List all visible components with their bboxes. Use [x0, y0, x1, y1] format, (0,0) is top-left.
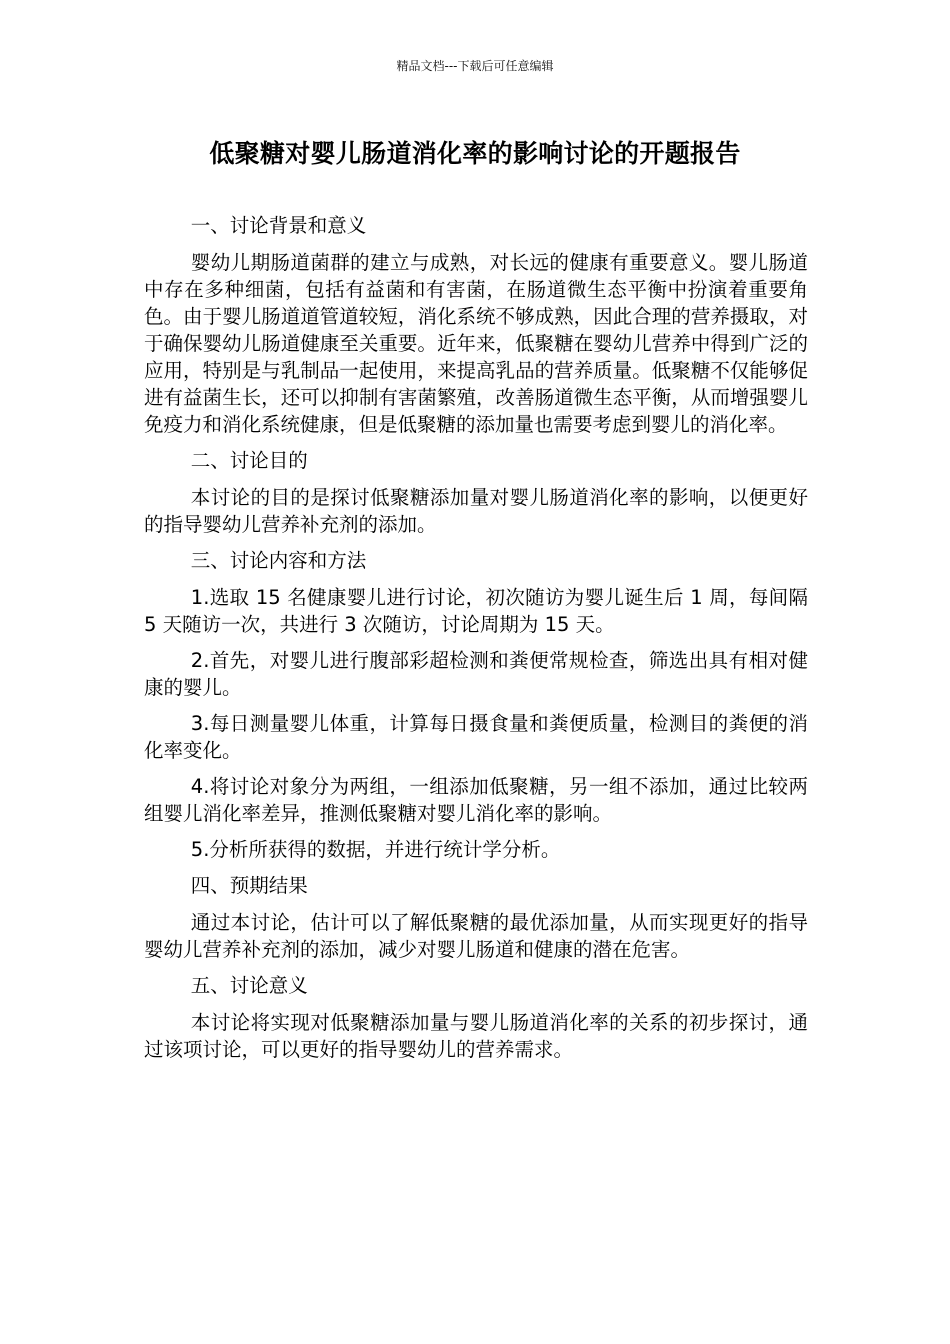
- document-body: [144, 212, 808, 1072]
- paragraph-purpose: 本讨论的目的是探讨低聚糖添加量对婴儿肠道消化率的影响，以便更好的指导婴幼儿营养补充剂的添加。: [144, 486, 808, 536]
- section-heading-background: 一、讨论背景和意义: [190, 214, 367, 237]
- method-item-5: 5.分析所获得的数据，并进行统计学分析。: [190, 838, 561, 861]
- section-heading-significance: 五、讨论意义: [190, 974, 308, 997]
- method-item-2: 2.首先，对婴儿进行腹部彩超检测和粪便常规检查，筛选出具有相对健康的婴儿。: [144, 649, 808, 699]
- method-item-3: 3.每日测量婴儿体重，计算每日摄食量和粪便质量，检测目的粪便的消化率变化。: [144, 712, 808, 762]
- section-heading-methods: 三、讨论内容和方法: [190, 549, 367, 572]
- section-heading-purpose: 二、讨论目的: [190, 449, 308, 472]
- page-header: 精品文档---下载后可任意编辑: [396, 59, 554, 73]
- section-heading-expected-results: 四、预期结果: [190, 874, 308, 897]
- paragraph-background: 婴幼儿期肠道菌群的建立与成熟，对长远的健康有重要意义。婴儿肠道中存在多种细菌，包括有益菌和有害菌，在肠道微生态平衡中扮演着重要角色。由于婴儿肠道道管道较短，消化系统不够成熟，因此合理的营养摄取，对于确保婴幼儿肠道健康至关重要。近年来，低聚糖在婴幼儿营养中得到广泛的应用，特别是与乳制品一起使用，来提高乳品的营养质量。低聚糖不仅能够促进有益菌生长，还可以抑制有害菌繁殖，改善肠道微生态平衡，从而增强婴儿免疫力和消化系统健康，但是低聚糖的添加量也需要考虑到婴儿的消化率。: [144, 251, 808, 436]
- paragraph-significance: 本讨论将实现对低聚糖添加量与婴儿肠道消化率的关系的初步探讨，通过该项讨论，可以更好的指导婴幼儿的营养需求。: [144, 1011, 808, 1061]
- method-item-4: 4.将讨论对象分为两组，一组添加低聚糖，另一组不添加，通过比较两组婴儿消化率差异，推测低聚糖对婴儿消化率的影响。: [144, 775, 808, 825]
- paragraph-expected-results: 通过本讨论，估计可以了解低聚糖的最优添加量，从而实现更好的指导婴幼儿营养补充剂的添加，减少对婴儿肠道和健康的潜在危害。: [144, 911, 808, 961]
- method-item-1: 1.选取 15 名健康婴儿进行讨论，初次随访为婴儿诞生后 1 周，每间隔 5 天随访一次，共进行 3 次随访，讨论周期为 15 天。: [144, 586, 808, 636]
- document-title: 低聚糖对婴儿肠道消化率的影响讨论的开题报告: [209, 139, 741, 168]
